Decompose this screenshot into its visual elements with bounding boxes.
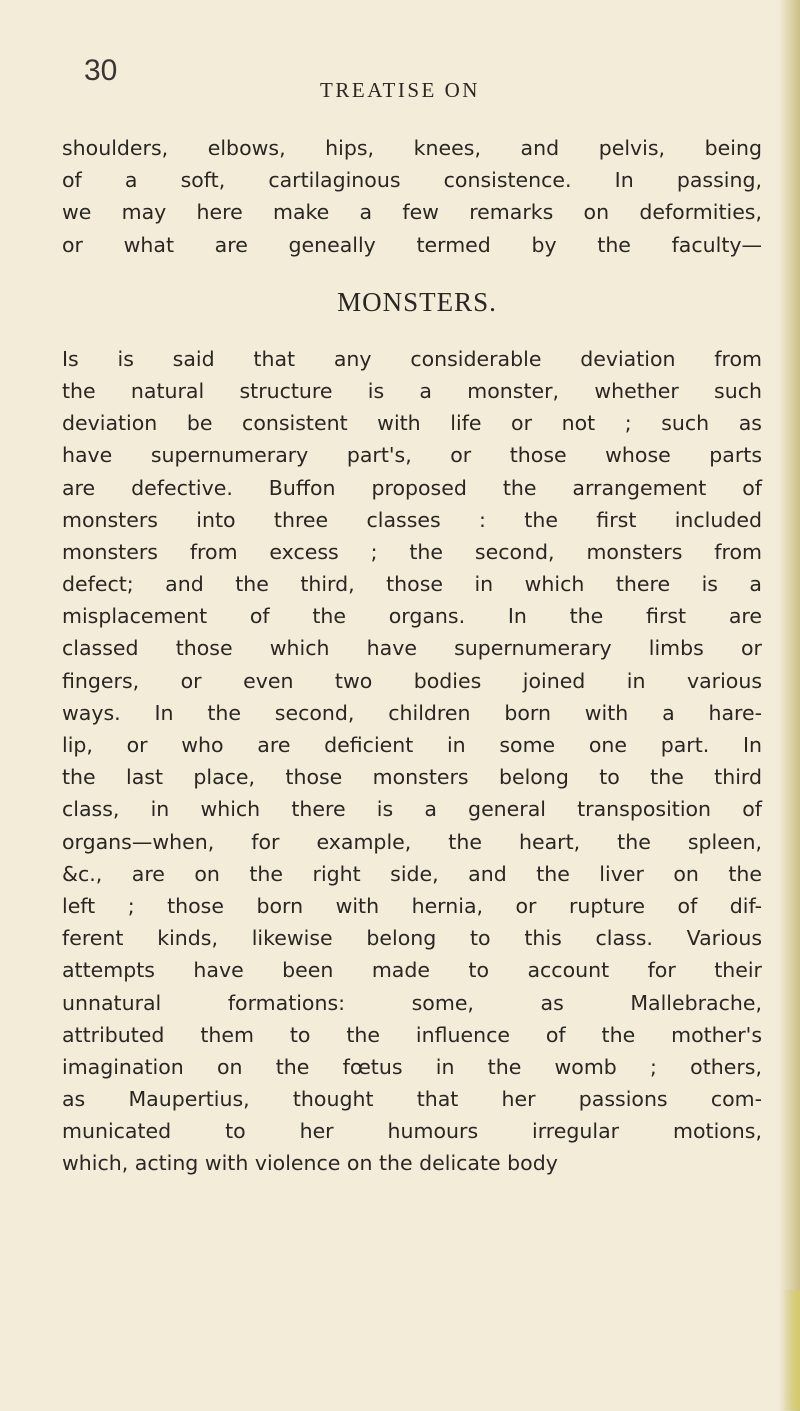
text-line: the natural structure is a monster, whether such	[62, 378, 762, 403]
text-line: shoulders, elbows, hips, knees, and pelvis, being	[62, 136, 762, 160]
text-line: left ; those born with hernia, or rupture of dif-	[62, 893, 762, 918]
text-line: the last place, those monsters belong to the third	[62, 765, 762, 790]
text-line: fingers, or even two bodies joined in various	[62, 668, 762, 693]
text-line: misplacement of the organs. In the first are	[62, 604, 762, 629]
text-line: attributed them to the influence of the mother's	[62, 1022, 762, 1047]
text-line: ways. In the second, children born with a hare-	[62, 700, 762, 725]
page-edge-stain	[782, 1290, 800, 1410]
page-text	[62, 132, 762, 1180]
text-line: &c., are on the right side, and the liver on the	[62, 861, 762, 886]
text-line: lip, or who are deficient in some one part. In	[62, 733, 762, 757]
text-line: classed those which have supernumerary limbs or	[62, 636, 762, 661]
text-line: of a soft, cartilaginous consistence. In passing,	[62, 168, 762, 193]
text-line: attempts have been made to account for their	[62, 958, 762, 983]
text-line: unnatural formations: some, as Mallebrache,	[62, 990, 762, 1015]
text-line: have supernumerary part's, or those whose parts	[62, 443, 762, 468]
text-line: defect; and the third, those in which there is a	[62, 572, 762, 597]
text-line: are defective. Buffon proposed the arrangement of	[62, 475, 762, 500]
text-line: organs—when, for example, the heart, the spleen,	[62, 829, 762, 854]
page-number: 30	[84, 54, 118, 87]
text-line: as Maupertius, thought that her passions com-	[62, 1087, 762, 1112]
running-title: TREATISE ON	[320, 78, 480, 102]
text-line: ferent kinds, likewise belong to this class. Various	[62, 926, 762, 951]
text-line: we may here make a few remarks on deformities,	[62, 200, 762, 225]
text-line: monsters into three classes : the first included	[62, 507, 762, 532]
text-line: or what are geneally termed by the faculty—	[62, 232, 762, 257]
text-line: which, acting with violence on the delicate body	[62, 1151, 558, 1176]
page-edge-shading	[778, 0, 800, 1411]
text-line: imagination on the fœtus in the womb ; others,	[62, 1054, 762, 1079]
text-line: Is is said that any considerable deviation from	[62, 346, 762, 371]
text-line: monsters from excess ; the second, monsters from	[62, 539, 762, 564]
text-line: deviation be consistent with life or not ; such as	[62, 411, 762, 436]
text-line: class, in which there is a general transposition of	[62, 797, 762, 822]
section-heading: MONSTERS.	[337, 286, 497, 317]
text-line: municated to her humours irregular motions,	[62, 1119, 762, 1144]
